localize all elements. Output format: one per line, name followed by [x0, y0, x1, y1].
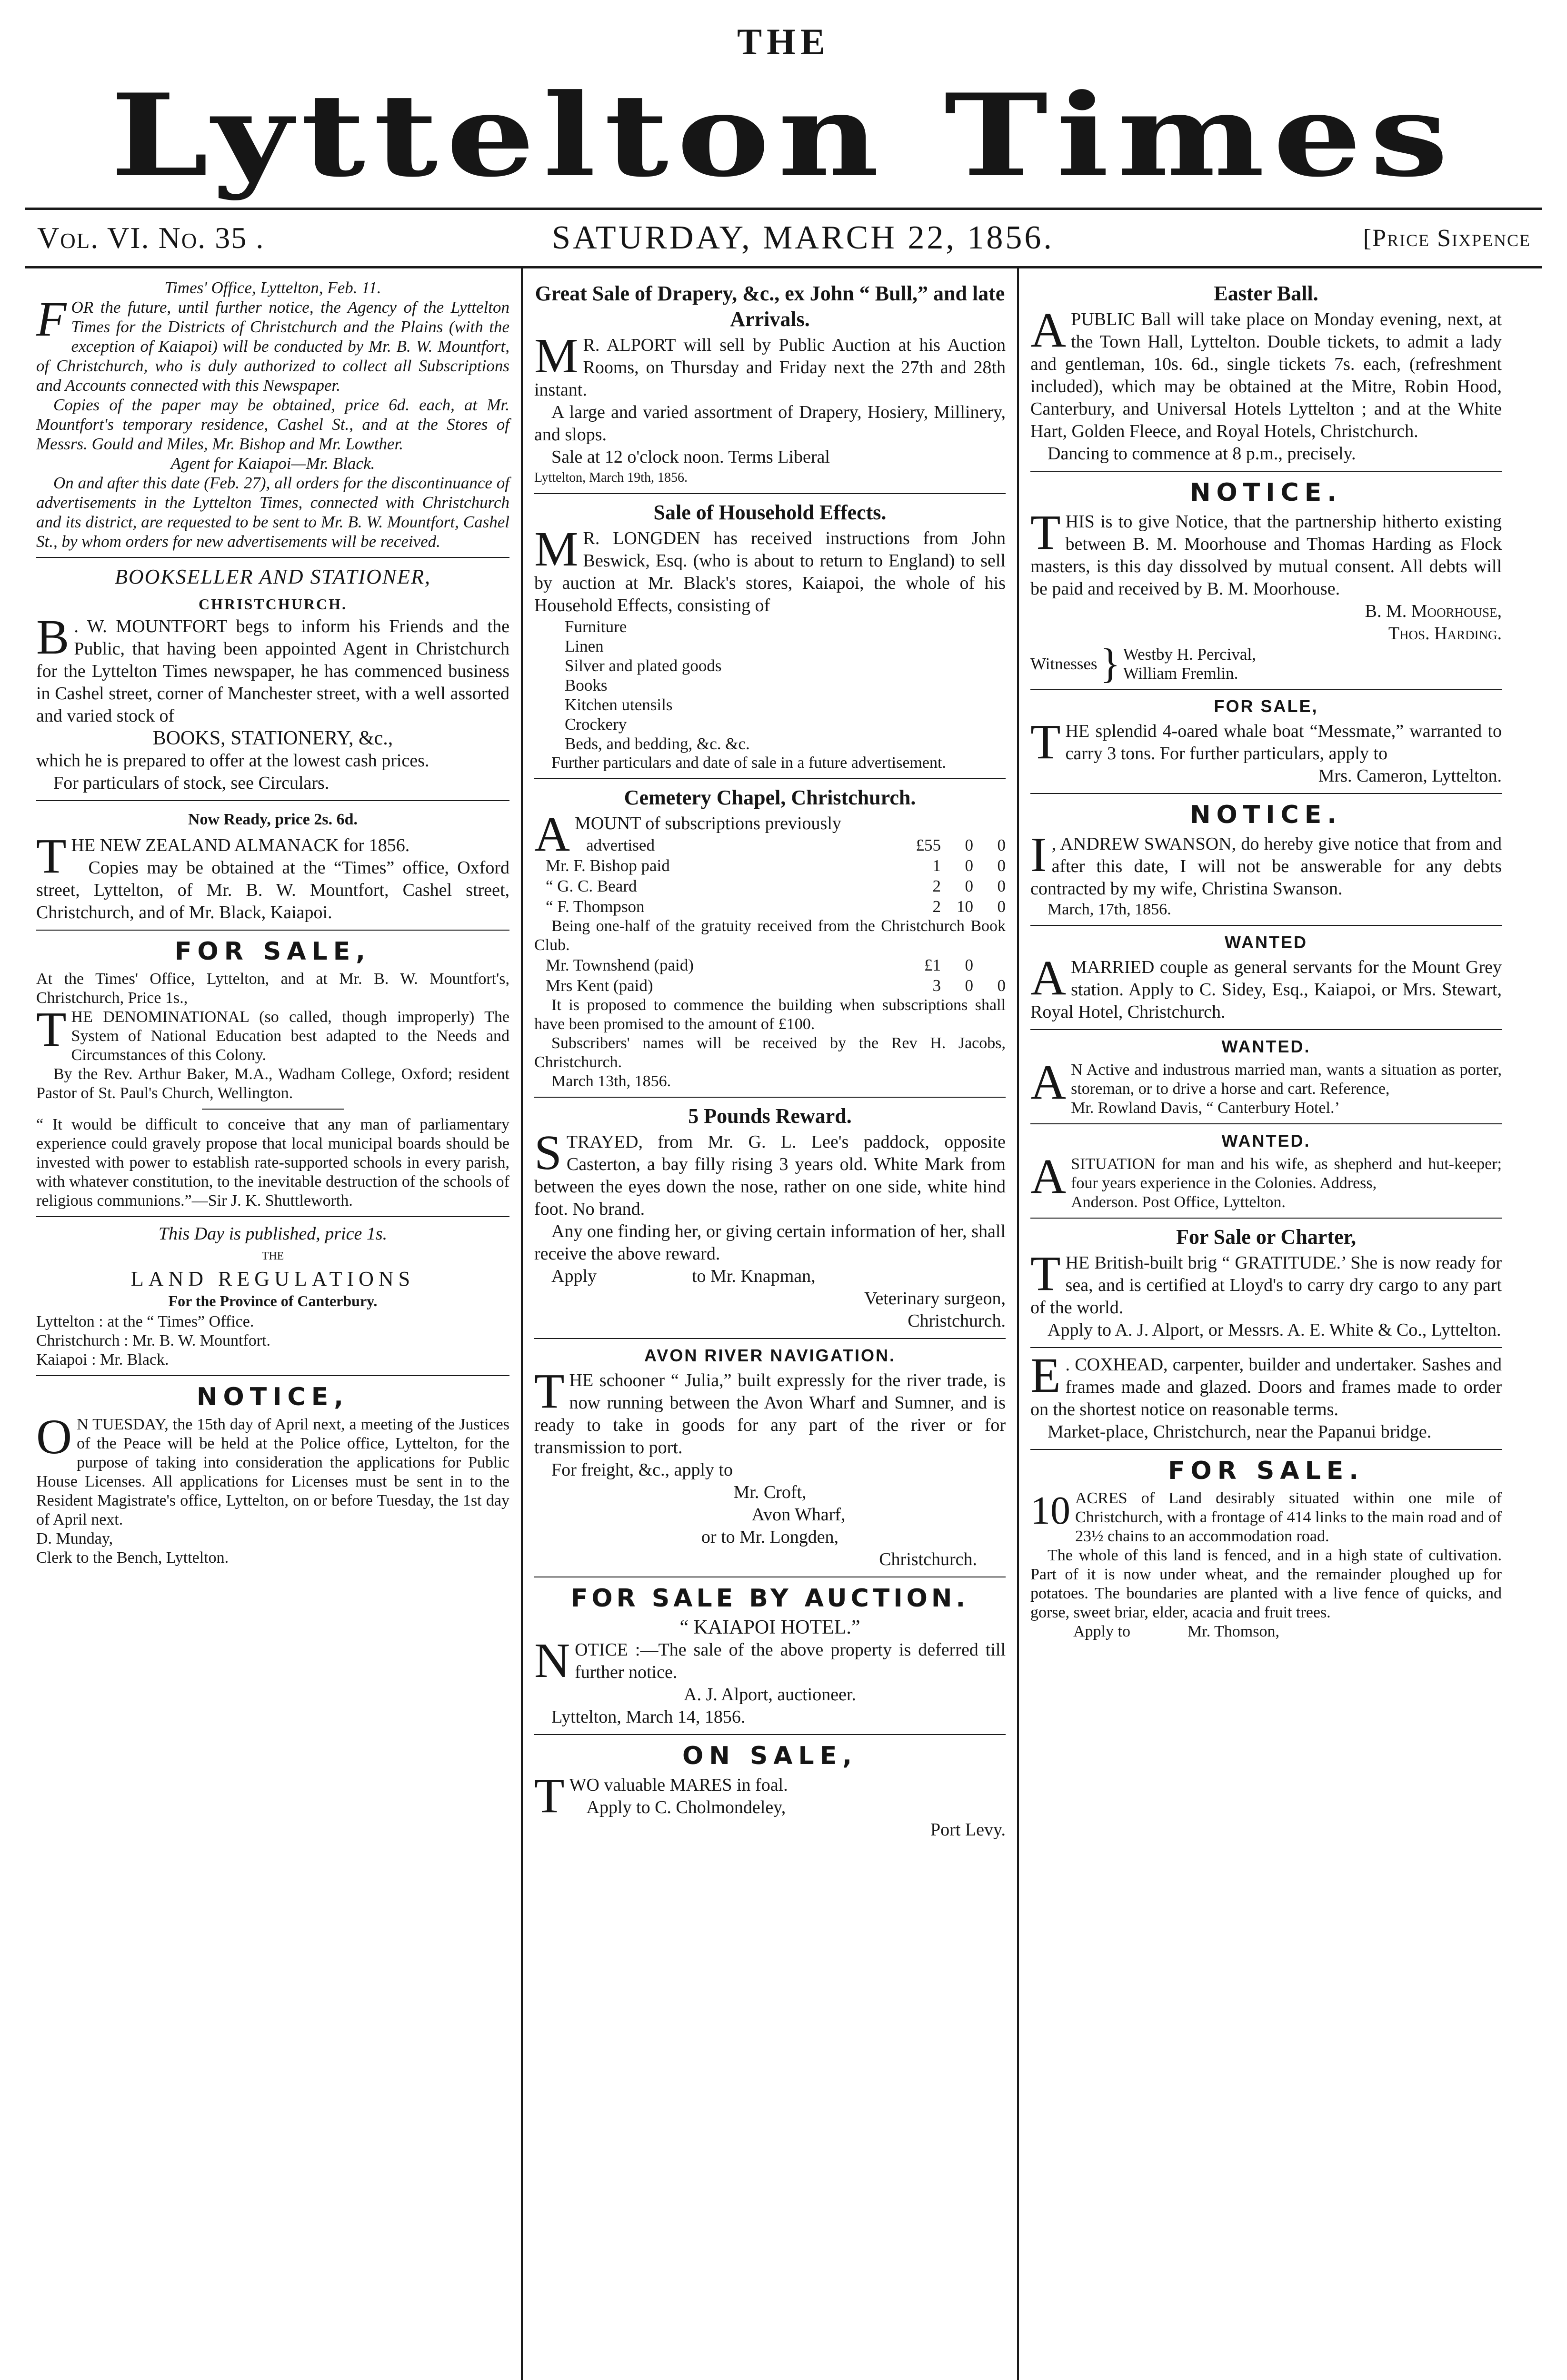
reward-place: Christchurch.	[908, 1311, 1006, 1331]
almanack-title	[36, 829, 509, 883]
bookseller-stock: BOOKS, STATIONERY, &c.,	[152, 727, 393, 749]
hotel-text: OTICE :—The sale of the above property is deferred till further notice.	[575, 1640, 1006, 1682]
partnership-drop-cap: T	[1030, 505, 1061, 560]
charter-body2: Apply to A. J. Alport, or Messrs. A. E. White & Co., Lyttelton.	[1048, 1320, 1501, 1340]
divider	[36, 930, 509, 931]
row-pence: 0	[997, 856, 1006, 875]
for-sale-intro: At the Times' Office, Lyttelton, and at Mr. B. W. Mountfort's, Christchurch, Price 1s.,	[36, 970, 509, 1007]
land-sale-body	[1030, 1489, 1502, 1546]
wanted-1-text: MARRIED couple as general servants for the Mount Grey station. Apply to C. Sidey, Esq., Kaiapoi, or Mrs. Stewart, Royal Hotel, Christchurch.	[1030, 957, 1502, 1022]
row-shillings: 0	[965, 976, 973, 995]
household-item: Crockery	[565, 715, 627, 734]
land-sale-body2: The whole of this land is fenced, and in a high state of cultivation. Part of it is now under wheat, and the remainder ploughed up for potatoes. The boundaries are planted with a live fence of quicks, and gorse, sweet briar, elder, acacia and fruit trees.	[1030, 1547, 1502, 1621]
divider	[36, 800, 509, 801]
hotel-date: Lyttelton, March 14, 1856.	[551, 1707, 746, 1727]
swanson-text: , ANDREW SWANSON, do hereby give notice that from and after this date, I will not be answerable for any debts contracted by my wife, Christina Swanson.	[1030, 834, 1502, 899]
household-item: Linen	[565, 637, 604, 655]
land-title: LAND REGULATIONS	[130, 1267, 415, 1290]
wanted-3-heading: WANTED.	[1221, 1131, 1311, 1150]
ad-wanted-3	[1030, 1130, 1502, 1212]
notice-justices-title: Clerk to the Bench, Lyttelton.	[36, 1549, 229, 1567]
divider	[1030, 1123, 1502, 1124]
boat-text: HE splendid 4-oared whale boat “Messmate,” warranted to carry 3 tons. For further particulars, apply to	[1065, 721, 1502, 764]
divider	[1030, 471, 1502, 472]
land-sale-to: Mr. Thomson,	[1187, 1623, 1279, 1640]
row-pounds: 3	[932, 976, 941, 995]
ball-body	[1030, 303, 1502, 443]
cemetery-text: MOUNT of subscriptions previously	[575, 813, 841, 833]
household-drop-cap: M	[534, 522, 579, 576]
almanack-body: Copies may be obtained at the “Times” office, Oxford street, Lyttelton, of Mr. B. W. Mountfort, Cashel street, Christchurch, and of Mr. Black, Kaiapoi.	[36, 858, 509, 922]
charter-heading: For Sale or Charter,	[1176, 1225, 1357, 1249]
for-sale-author: By the Rev. Arthur Baker, M.A., Wadham College, Oxford; resident Pastor of St. Paul's Church, Wellington.	[36, 1065, 509, 1102]
drapery-drop-cap: M	[534, 328, 579, 383]
household-footer: Further particulars and date of sale in a future advertisement.	[551, 754, 946, 772]
divider	[534, 1338, 1006, 1339]
ball-text: PUBLIC Ball will take place on Monday evening, next, at the Town Hall, Lyttelton. Double tickets, to admit a lady and gentleman, 10s. 6d., single tickets 7s. each, (refreshment included), which may be obtained at the Mitre, Robin Hood, Canterbury, and Universal Hotels Lyttelton ; and at the White Hart, Golden Fleece, and Royal Hotels, Christchurch.	[1030, 309, 1502, 441]
ad-almanack	[36, 807, 509, 924]
divider	[36, 1375, 509, 1376]
ad-boat	[1030, 695, 1502, 787]
bookseller-heading: BOOKSELLER AND STATIONER,	[114, 565, 431, 588]
mares-body2: Apply to C. Cholmondeley,	[586, 1797, 786, 1817]
ball-drop-cap: A	[1030, 303, 1067, 357]
column-1	[25, 268, 521, 2380]
witnesses-label: Witnesses	[1030, 654, 1098, 673]
bookseller-closing: For particulars of stock, see Circulars.	[53, 773, 329, 793]
divider	[1030, 1218, 1502, 1219]
swanson-date: March, 17th, 1856.	[1048, 901, 1171, 918]
partnership-body	[1030, 505, 1502, 600]
divider	[534, 1097, 1006, 1098]
drapery-body2: A large and varied assortment of Drapery, Hosiery, Millinery, and slops.	[534, 402, 1006, 445]
reward-text: TRAYED, from Mr. G. L. Lee's paddock, opposite Casterton, a bay filly rising 3 years old. White Mark from between the eyes down the nose, rather on one side, white hind foot. No brand.	[534, 1132, 1006, 1219]
cemetery-row	[534, 896, 1006, 917]
cemetery-body2: It is proposed to commence the building when subscriptions shall have been promised to the amount of £100.	[534, 996, 1006, 1033]
for-sale-body	[36, 1002, 509, 1065]
divider	[36, 557, 509, 558]
cemetery-row	[534, 955, 1006, 975]
mares-heading: ON SALE,	[682, 1742, 858, 1770]
divider	[1030, 793, 1502, 794]
divider	[1030, 925, 1502, 926]
newspaper-page	[25, 19, 1542, 2380]
row-name: Mrs Kent (paid)	[546, 976, 653, 995]
coxhead-text: . COXHEAD, carpenter, builder and undertaker. Sashes and frames made and glazed. Doors and frames made to order on the shortest notice on reasonable terms.	[1030, 1355, 1502, 1419]
almanack-title-text: HE NEW ZEALAND ALMANACK for 1856.	[71, 835, 410, 855]
row-shillings: 10	[957, 897, 973, 916]
notice-justices-drop-cap: O	[36, 1409, 72, 1464]
avon-body2: For freight, &c., apply to	[551, 1460, 733, 1480]
reward-apply-line	[534, 1265, 1006, 1288]
almanack-drop-cap: T	[36, 829, 67, 883]
witness-1: Westby H. Percival,	[1123, 645, 1256, 664]
agency-text: OR the future, until further notice, the Agency of the Lyttelton Times for the Districts of Christchurch and the Plains (with the exception of Kaiapoi) will be conducted by Mr. B. W. Mountfort, of Christchurch, who is duly authorized to collect all Subscriptions and Accounts connected with this Newspaper.	[36, 298, 509, 395]
dateline	[25, 210, 1542, 266]
household-item: Beds, and bedding, &c. &c.	[565, 734, 750, 753]
almanack-heading: Now Ready, price 2s. 6d.	[188, 811, 358, 828]
partnership-sig-2: Thos. Harding.	[1388, 624, 1502, 644]
coxhead-body	[1030, 1348, 1502, 1421]
ad-reward	[534, 1103, 1006, 1332]
wanted-1-body	[1030, 951, 1502, 1023]
reward-heading: 5 Pounds Reward.	[688, 1104, 852, 1128]
partnership-sig-1: B. M. Moorhouse,	[1365, 601, 1502, 621]
drapery-heading: Great Sale of Drapery, &c., ex John “ Bull,” and late Arrivals.	[535, 282, 1005, 331]
land-sale-text: ACRES of Land desirably situated within one mile of Christchurch, with a frontage of 414 links to the main road and of 23½ chains to an accommodation road.	[1075, 1489, 1502, 1545]
row-name: advertised	[586, 836, 655, 854]
row-pounds: £55	[916, 836, 941, 854]
land-line-2: Christchurch : Mr. B. W. Mountfort.	[36, 1332, 271, 1349]
ad-easter-ball	[1030, 281, 1502, 465]
for-sale-text: HE DENOMINATIONAL (so called, though improperly) The System of National Education best adapted to the Needs and Circumstances of this Colony.	[71, 1008, 509, 1064]
wanted-2-text: N Active and industrous married man, wants a situation as porter, storeman, or to drive a horse and cart. Reference,	[1071, 1061, 1502, 1098]
row-pounds: 2	[932, 897, 941, 916]
charter-drop-cap: T	[1030, 1246, 1061, 1301]
boat-heading: FOR SALE,	[1214, 696, 1318, 716]
charter-text: HE British-built brig “ GRATITUDE.’ She is now ready for sea, and is certified at Lloyd's to carry dry cargo to any part of the world.	[1030, 1253, 1502, 1318]
mares-place: Port Levy.	[930, 1820, 1006, 1840]
row-name: “ G. C. Beard	[546, 877, 637, 895]
masthead-the: THE	[737, 21, 830, 62]
row-pounds: 1	[932, 856, 941, 875]
for-sale-quote: “ It would be difficult to conceive that any man of parliamentary experience could gravely propose that local municipal boards should be invested with power to establish rate-supported schools in every parish, with whatever constitution, to the inevitable destruction of the schools of religious communions.”—Sir J. K. Shuttleworth.	[36, 1116, 509, 1210]
household-text: R. LONGDEN has received instructions from John Beswick, Esq. (who is about to return to England) to sell by auction at Mr. Black's stores, Kaiapoi, the whole of his Household Effects, consisting of	[534, 528, 1006, 615]
hotel-heading: FOR SALE BY AUCTION.	[570, 1584, 969, 1613]
agency-body	[36, 292, 509, 395]
ad-agency	[36, 278, 509, 551]
row-pence	[973, 955, 1006, 975]
reward-apply: Apply	[551, 1266, 597, 1286]
column-2	[521, 268, 1017, 2380]
row-name: Mr. Townshend (paid)	[546, 956, 694, 974]
issue-price: [Price Sixpence	[1363, 224, 1531, 252]
drapery-text: R. ALPORT will sell by Public Auction at his Auction Rooms, on Thursday and Friday next the 27th and 28th instant.	[534, 335, 1006, 400]
land-sale-apply-line	[1030, 1622, 1502, 1641]
boat-drop-cap: T	[1030, 714, 1061, 769]
mares-drop-cap: T	[534, 1768, 565, 1823]
ad-cemetery	[534, 785, 1006, 1091]
brace-glyph: }	[1100, 641, 1120, 687]
ad-charter	[1030, 1224, 1502, 1341]
row-pounds: 2	[932, 877, 941, 895]
witness-names	[1123, 645, 1256, 683]
boat-body	[1030, 714, 1502, 769]
avon-drop-cap: T	[534, 1364, 565, 1418]
divider	[1030, 1347, 1502, 1348]
ad-land-regulations	[36, 1223, 509, 1369]
swanson-heading: NOTICE.	[1190, 801, 1342, 829]
divider	[1030, 1029, 1502, 1030]
swanson-drop-cap: I	[1030, 827, 1047, 882]
avon-line-4: Christchurch.	[879, 1549, 977, 1569]
reward-body2: Any one finding her, or giving certain information of her, shall receive the above reward.	[534, 1221, 1006, 1264]
reward-drop-cap: S	[534, 1125, 562, 1180]
masthead-title: Lyttelton Times	[110, 69, 1457, 202]
avon-heading: AVON RIVER NAVIGATION.	[644, 1346, 896, 1365]
ad-notice-justices	[36, 1382, 509, 1567]
cemetery-table-2	[534, 955, 1006, 996]
ad-partnership	[1030, 477, 1502, 687]
ad-wanted-2	[1030, 1036, 1502, 1118]
land-sub: For the Province of Canterbury.	[168, 1292, 378, 1309]
drapery-date: Lyttelton, March 19th, 1856.	[534, 470, 688, 485]
avon-text: HE schooner “ Julia,” built expressly for the river trade, is now running between the Avon Wharf and Sumner, and is ready to take in goods for any part of the river or for transmission to port.	[534, 1370, 1006, 1458]
household-item: Books	[565, 676, 608, 694]
hotel-body	[534, 1633, 1006, 1688]
ad-hotel	[534, 1583, 1006, 1728]
agency-kaiapoi: Agent for Kaiapoi—Mr. Black.	[170, 454, 375, 473]
partnership-heading: NOTICE.	[1190, 478, 1342, 507]
agency-dateline: Times' Office, Lyttelton, Feb. 11.	[164, 278, 381, 297]
ad-swanson	[1030, 800, 1502, 919]
land-sale-drop-cap: 10	[1030, 1488, 1070, 1533]
notice-justices-text: N TUESDAY, the 15th day of April next, a meeting of the Justices of the Peace will be held at the Police office, Lyttelton, for the purpose of taking into consideration the applications for Public House Licenses. All applications for Licenses must be sent in to the Resident Magistrate's office, Lyttelton, on or before Tuesday, the 1st day of April next.	[36, 1416, 509, 1528]
row-shillings: 0	[965, 836, 973, 854]
wanted-1-drop-cap: A	[1030, 951, 1067, 1005]
cemetery-row	[534, 975, 1006, 996]
bookseller-text: . W. MOUNTFORT begs to inform his Friends and the Public, that having been appointed Agent in Christchurch for the Lyttelton Times newspaper, he has commenced business in Cashel street, corner of Manchester street, with a well assorted and varied stock of	[36, 616, 509, 726]
wanted-3-drop-cap: A	[1030, 1149, 1067, 1204]
divider	[1030, 689, 1502, 690]
partnership-text: HIS is to give Notice, that the partnership hitherto existing between B. M. Moorhouse and Thomas Harding as Flock masters, is this day dissolved by mutual consent. All debts will be paid and received by B. M. Moorhouse.	[1030, 512, 1502, 599]
wanted-2-drop-cap: A	[1030, 1055, 1067, 1110]
ad-household	[534, 500, 1006, 773]
boat-to: Mrs. Cameron, Lyttelton.	[1318, 766, 1502, 786]
ad-land-sale	[1030, 1456, 1502, 1641]
divider	[36, 1216, 509, 1217]
divider	[534, 778, 1006, 779]
divider	[534, 493, 1006, 494]
wanted-3-ref: Anderson. Post Office, Lyttelton.	[1071, 1193, 1286, 1211]
row-shillings: 0	[965, 956, 973, 974]
cemetery-drop-cap: A	[534, 807, 570, 862]
ball-heading: Easter Ball.	[1214, 282, 1318, 305]
household-heading: Sale of Household Effects.	[653, 501, 887, 524]
avon-line-1: Mr. Croft,	[733, 1482, 807, 1502]
volume-number	[25, 220, 370, 256]
bookseller-body2: which he is prepared to offer at the lowest cash prices.	[36, 751, 429, 771]
row-name: “ F. Thompson	[546, 897, 645, 916]
ad-drapery	[534, 281, 1006, 487]
cemetery-row	[575, 835, 1006, 855]
issue-date: SATURDAY, MARCH 22, 1856.	[552, 219, 1054, 256]
coxhead-body2: Market-place, Christchurch, near the Papanui bridge.	[1048, 1422, 1432, 1442]
wanted-1-heading: WANTED	[1225, 932, 1307, 952]
wanted-3-text: SITUATION for man and his wife, as shepherd and hut-keeper; four years experience in the Colonies. Address,	[1071, 1155, 1502, 1192]
agency-notice: On and after this date (Feb. 27), all orders for the discontinuance of advertisements in the Lyttelton Times, connected with Christchurch and its district, are requested to be sent to Mr. B. W. Mountfort, Cashel St., by whom orders for new advertisements will be received.	[36, 474, 509, 551]
ad-bookseller	[36, 564, 509, 794]
divider	[1030, 1449, 1502, 1450]
ad-coxhead	[1030, 1348, 1502, 1443]
dateline-dot: .	[256, 221, 265, 255]
notice-justices-signer: D. Munday,	[36, 1530, 113, 1547]
swanson-body	[1030, 827, 1502, 900]
household-item: Kitchen utensils	[565, 695, 673, 714]
land-sale-heading: FOR SALE.	[1168, 1457, 1364, 1485]
reward-body	[534, 1125, 1006, 1220]
row-pence: 0	[997, 897, 1006, 916]
land-the: THE	[261, 1250, 284, 1262]
hotel-signer: A. J. Alport, auctioneer.	[684, 1685, 856, 1705]
hotel-drop-cap: N	[534, 1633, 570, 1688]
wanted-2-heading: WANTED.	[1221, 1037, 1311, 1056]
issue-number: No. 35	[158, 221, 248, 255]
land-line-3: Kaiapoi : Mr. Black.	[36, 1351, 169, 1368]
cemetery-row	[534, 876, 1006, 896]
row-pounds: £1	[924, 956, 941, 974]
hotel-name: “ KAIAPOI HOTEL.”	[679, 1616, 860, 1638]
divider-short	[202, 1109, 344, 1110]
for-sale-heading: FOR SALE,	[175, 937, 371, 966]
charter-body	[1030, 1246, 1502, 1319]
row-pence: 0	[997, 836, 1006, 854]
bookseller-place: CHRISTCHURCH.	[199, 595, 347, 613]
volume: Vol. VI.	[37, 221, 150, 255]
witness-2: William Fremlin.	[1123, 664, 1238, 683]
notice-justices-body	[36, 1409, 509, 1529]
row-shillings: 0	[965, 877, 973, 895]
ball-body2: Dancing to commence at 8 p.m., precisely.	[1048, 444, 1356, 464]
agency-copies: Copies of the paper may be obtained, price 6d. each, at Mr. Mountfort's temporary residence, Cashel St., and at the Stores of Messrs. Gould and Miles, Mr. Bishop and Mr. Lowther.	[36, 396, 509, 453]
drapery-body	[534, 328, 1006, 401]
divider	[534, 1734, 1006, 1735]
cemetery-body3: Subscribers' names will be received by the Rev H. Jacobs, Christchurch.	[534, 1034, 1006, 1071]
household-items	[534, 617, 1006, 754]
agency-drop-cap: F	[36, 292, 67, 347]
columns	[25, 268, 1542, 2380]
land-sale-apply: Apply to	[1073, 1623, 1130, 1640]
cemetery-heading: Cemetery Chapel, Christchurch.	[624, 786, 916, 809]
ad-mares	[534, 1741, 1006, 1841]
notice-justices-heading: NOTICE,	[197, 1383, 349, 1411]
wanted-2-ref: Mr. Rowland Davis, “ Canterbury Hotel.’	[1071, 1099, 1340, 1117]
cemetery-table	[534, 835, 1006, 917]
avon-line-3: or to Mr. Longden,	[701, 1527, 839, 1547]
for-sale-drop-cap: T	[36, 1002, 67, 1057]
household-item: Silver and plated goods	[565, 656, 722, 675]
cemetery-date: March 13th, 1856.	[551, 1072, 671, 1090]
avon-body	[534, 1364, 1006, 1459]
avon-line-2: Avon Wharf,	[751, 1505, 846, 1525]
cemetery-row	[534, 855, 1006, 876]
bookseller-body	[36, 610, 509, 727]
household-body	[534, 522, 1006, 617]
ad-for-sale-pamphlet	[36, 936, 509, 1210]
household-item: Furniture	[565, 617, 627, 636]
mares-text: WO valuable MARES in foal.	[569, 1775, 788, 1795]
row-pence: 0	[997, 976, 1006, 995]
cemetery-note: Being one-half of the gratuity received from the Christchurch Book Club.	[534, 917, 1006, 954]
land-intro: This Day is published, price 1s.	[158, 1224, 388, 1244]
ad-avon	[534, 1345, 1006, 1571]
reward-to: to Mr. Knapman,	[692, 1266, 816, 1286]
ad-wanted-1	[1030, 932, 1502, 1023]
row-shillings: 0	[965, 856, 973, 875]
drapery-body3: Sale at 12 o'clock noon. Terms Liberal	[551, 447, 830, 467]
partnership-witnesses	[1030, 641, 1502, 687]
column-3	[1017, 268, 1513, 2380]
land-line-1: Lyttelton : at the “ Times” Office.	[36, 1313, 254, 1330]
bookseller-drop-cap: B	[36, 610, 70, 664]
reward-role: Veterinary surgeon,	[864, 1289, 1006, 1309]
row-pence: 0	[997, 877, 1006, 895]
coxhead-drop-cap: E	[1030, 1348, 1061, 1403]
row-name: Mr. F. Bishop paid	[546, 856, 670, 875]
